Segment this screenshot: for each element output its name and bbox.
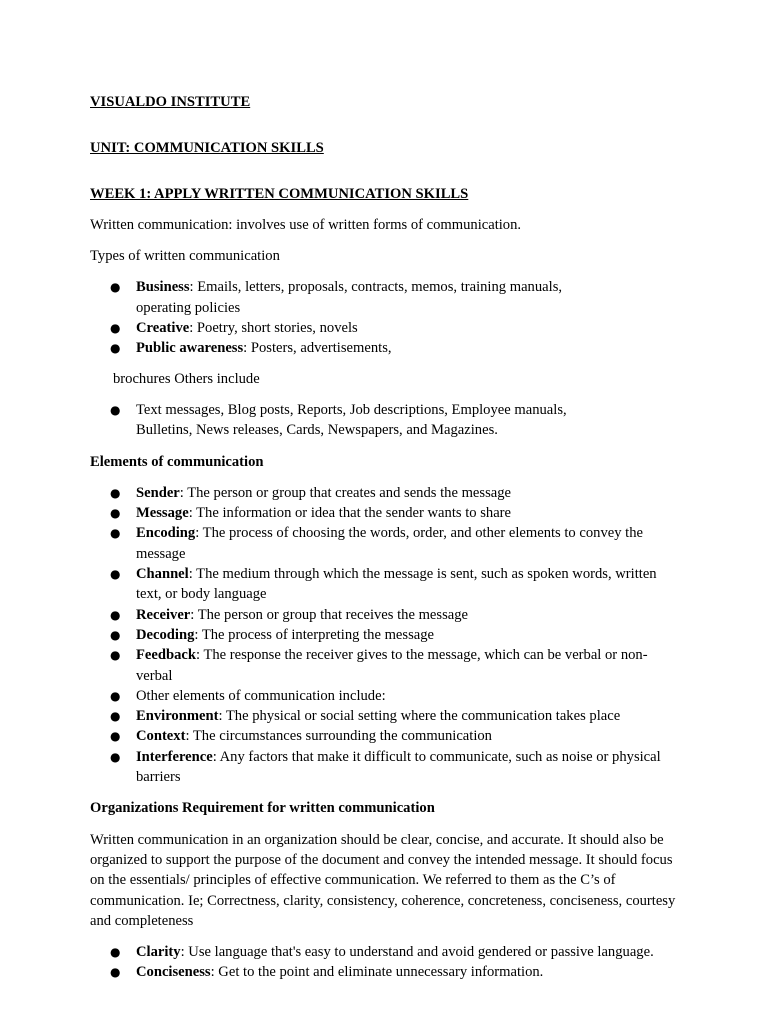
list-item [110, 625, 676, 645]
bullet-icon: ● [110, 688, 121, 703]
list-item-text: : Get to the point and eliminate unnecessary information. [210, 964, 544, 981]
bullet-icon: ● [110, 402, 121, 417]
list-item-text: : The person or group that receives the message [190, 606, 469, 623]
week-title: WEEK 1: APPLY WRITTEN COMMUNICATION SKILLS [90, 185, 469, 202]
list-item [110, 605, 676, 625]
bullet-icon: ● [110, 945, 121, 960]
list-item [110, 942, 696, 962]
elements-heading: Elements of communication [90, 453, 264, 470]
list-item-term: Clarity [136, 944, 181, 961]
list-item-term: Business [136, 279, 190, 296]
list-item [110, 645, 676, 686]
types-label: Types of written communication [90, 248, 280, 265]
list-item-term: Channel [136, 566, 189, 583]
bullet-icon: ● [110, 729, 121, 744]
others-list [90, 400, 606, 441]
list-item [110, 706, 676, 726]
list-item-text: : The process of choosing the words, order, and other elements to convey the message [136, 525, 643, 562]
requirements-list [90, 942, 696, 983]
bullet-icon: ● [110, 321, 121, 336]
list-item [110, 523, 676, 564]
bullet-icon: ● [110, 627, 121, 642]
list-item-text: : The person or group that creates and sends the message [179, 484, 512, 501]
bullet-icon: ● [110, 965, 121, 980]
list-item-term: Feedback [136, 647, 196, 664]
bullet-icon: ● [110, 526, 121, 541]
bullet-icon: ● [110, 749, 121, 764]
bullet-icon: ● [110, 709, 121, 724]
list-item-term: Creative [136, 320, 190, 337]
list-item [110, 564, 676, 605]
list-item [110, 686, 676, 706]
list-item-text: Other elements of communication include: [136, 687, 386, 704]
intro-text: Written communication: involves use of written forms of communication. [90, 216, 522, 233]
list-item-text: : Use language that's easy to understand and avoid gendered or passive language. [180, 944, 654, 961]
brochures-line: brochures Others include [113, 370, 260, 387]
list-item-term: Receiver [136, 606, 191, 623]
list-item [110, 338, 606, 358]
bullet-icon: ● [110, 485, 121, 500]
list-item [110, 962, 696, 982]
bullet-icon: ● [110, 648, 121, 663]
list-item-text: : The process of interpreting the message [194, 626, 435, 643]
list-item-text: : Poetry, short stories, novels [189, 320, 358, 337]
list-item [110, 747, 676, 788]
list-item-text: : The medium through which the message is sent, such as spoken words, written text, or body language [136, 566, 657, 603]
list-item [110, 483, 676, 503]
list-item [110, 318, 606, 338]
list-item-text: : The physical or social setting where the communication takes place [218, 708, 621, 725]
list-item-text: : The information or idea that the sender wants to share [188, 505, 512, 522]
org-heading: Organizations Requirement for written communication [90, 800, 435, 817]
list-item-term: Decoding [136, 626, 195, 643]
list-item-term: Conciseness [136, 964, 211, 981]
institute-title: VISUALDO INSTITUTE [90, 94, 251, 110]
list-item [110, 503, 676, 523]
list-item-term: Public awareness [136, 340, 244, 357]
list-item [110, 726, 676, 746]
list-item-text: : The response the receiver gives to the message, which can be verbal or non- verbal [136, 647, 648, 684]
list-item [110, 277, 606, 318]
list-item-term: Sender [136, 484, 180, 501]
list-item-text: : Emails, letters, proposals, contracts, memos, training manuals, operating policies [136, 279, 563, 316]
bullet-icon: ● [110, 341, 121, 356]
list-item [110, 400, 606, 441]
list-item-text: : Posters, advertisements, [243, 340, 392, 357]
list-item-text: : Any factors that make it difficult to communicate, such as noise or physical barriers [136, 748, 661, 786]
list-item-term: Context [136, 728, 186, 745]
bullet-icon: ● [110, 506, 121, 521]
list-item-term: Encoding [136, 525, 196, 542]
list-item-term: Interference [136, 748, 213, 765]
list-item-text: : The circumstances surrounding the communication [185, 728, 492, 745]
types-list [90, 277, 606, 358]
list-item-text: Text messages, Blog posts, Reports, Job descriptions, Employee manuals, Bulletins, News releases, Cards, Newspapers, and Magazines. [136, 401, 567, 439]
list-item-term: Message [136, 505, 189, 522]
bullet-icon: ● [110, 607, 121, 622]
bullet-icon: ● [110, 567, 121, 582]
elements-list [90, 483, 676, 787]
org-paragraph: Written communication in an organization should be clear, concise, and accurate. It should also be organized to support the purpose of the document and convey the intended message. It should focus on the essentials/ principles of effective communication. We referred to them as the C’s of communication. Ie; Correctness, clarity, consistency, coherence, concreteness, conciseness, courtesy and completeness [90, 831, 676, 929]
list-item-term: Environment [136, 708, 219, 725]
bullet-icon: ● [110, 280, 121, 295]
unit-title: UNIT: COMMUNICATION SKILLS [90, 140, 324, 157]
